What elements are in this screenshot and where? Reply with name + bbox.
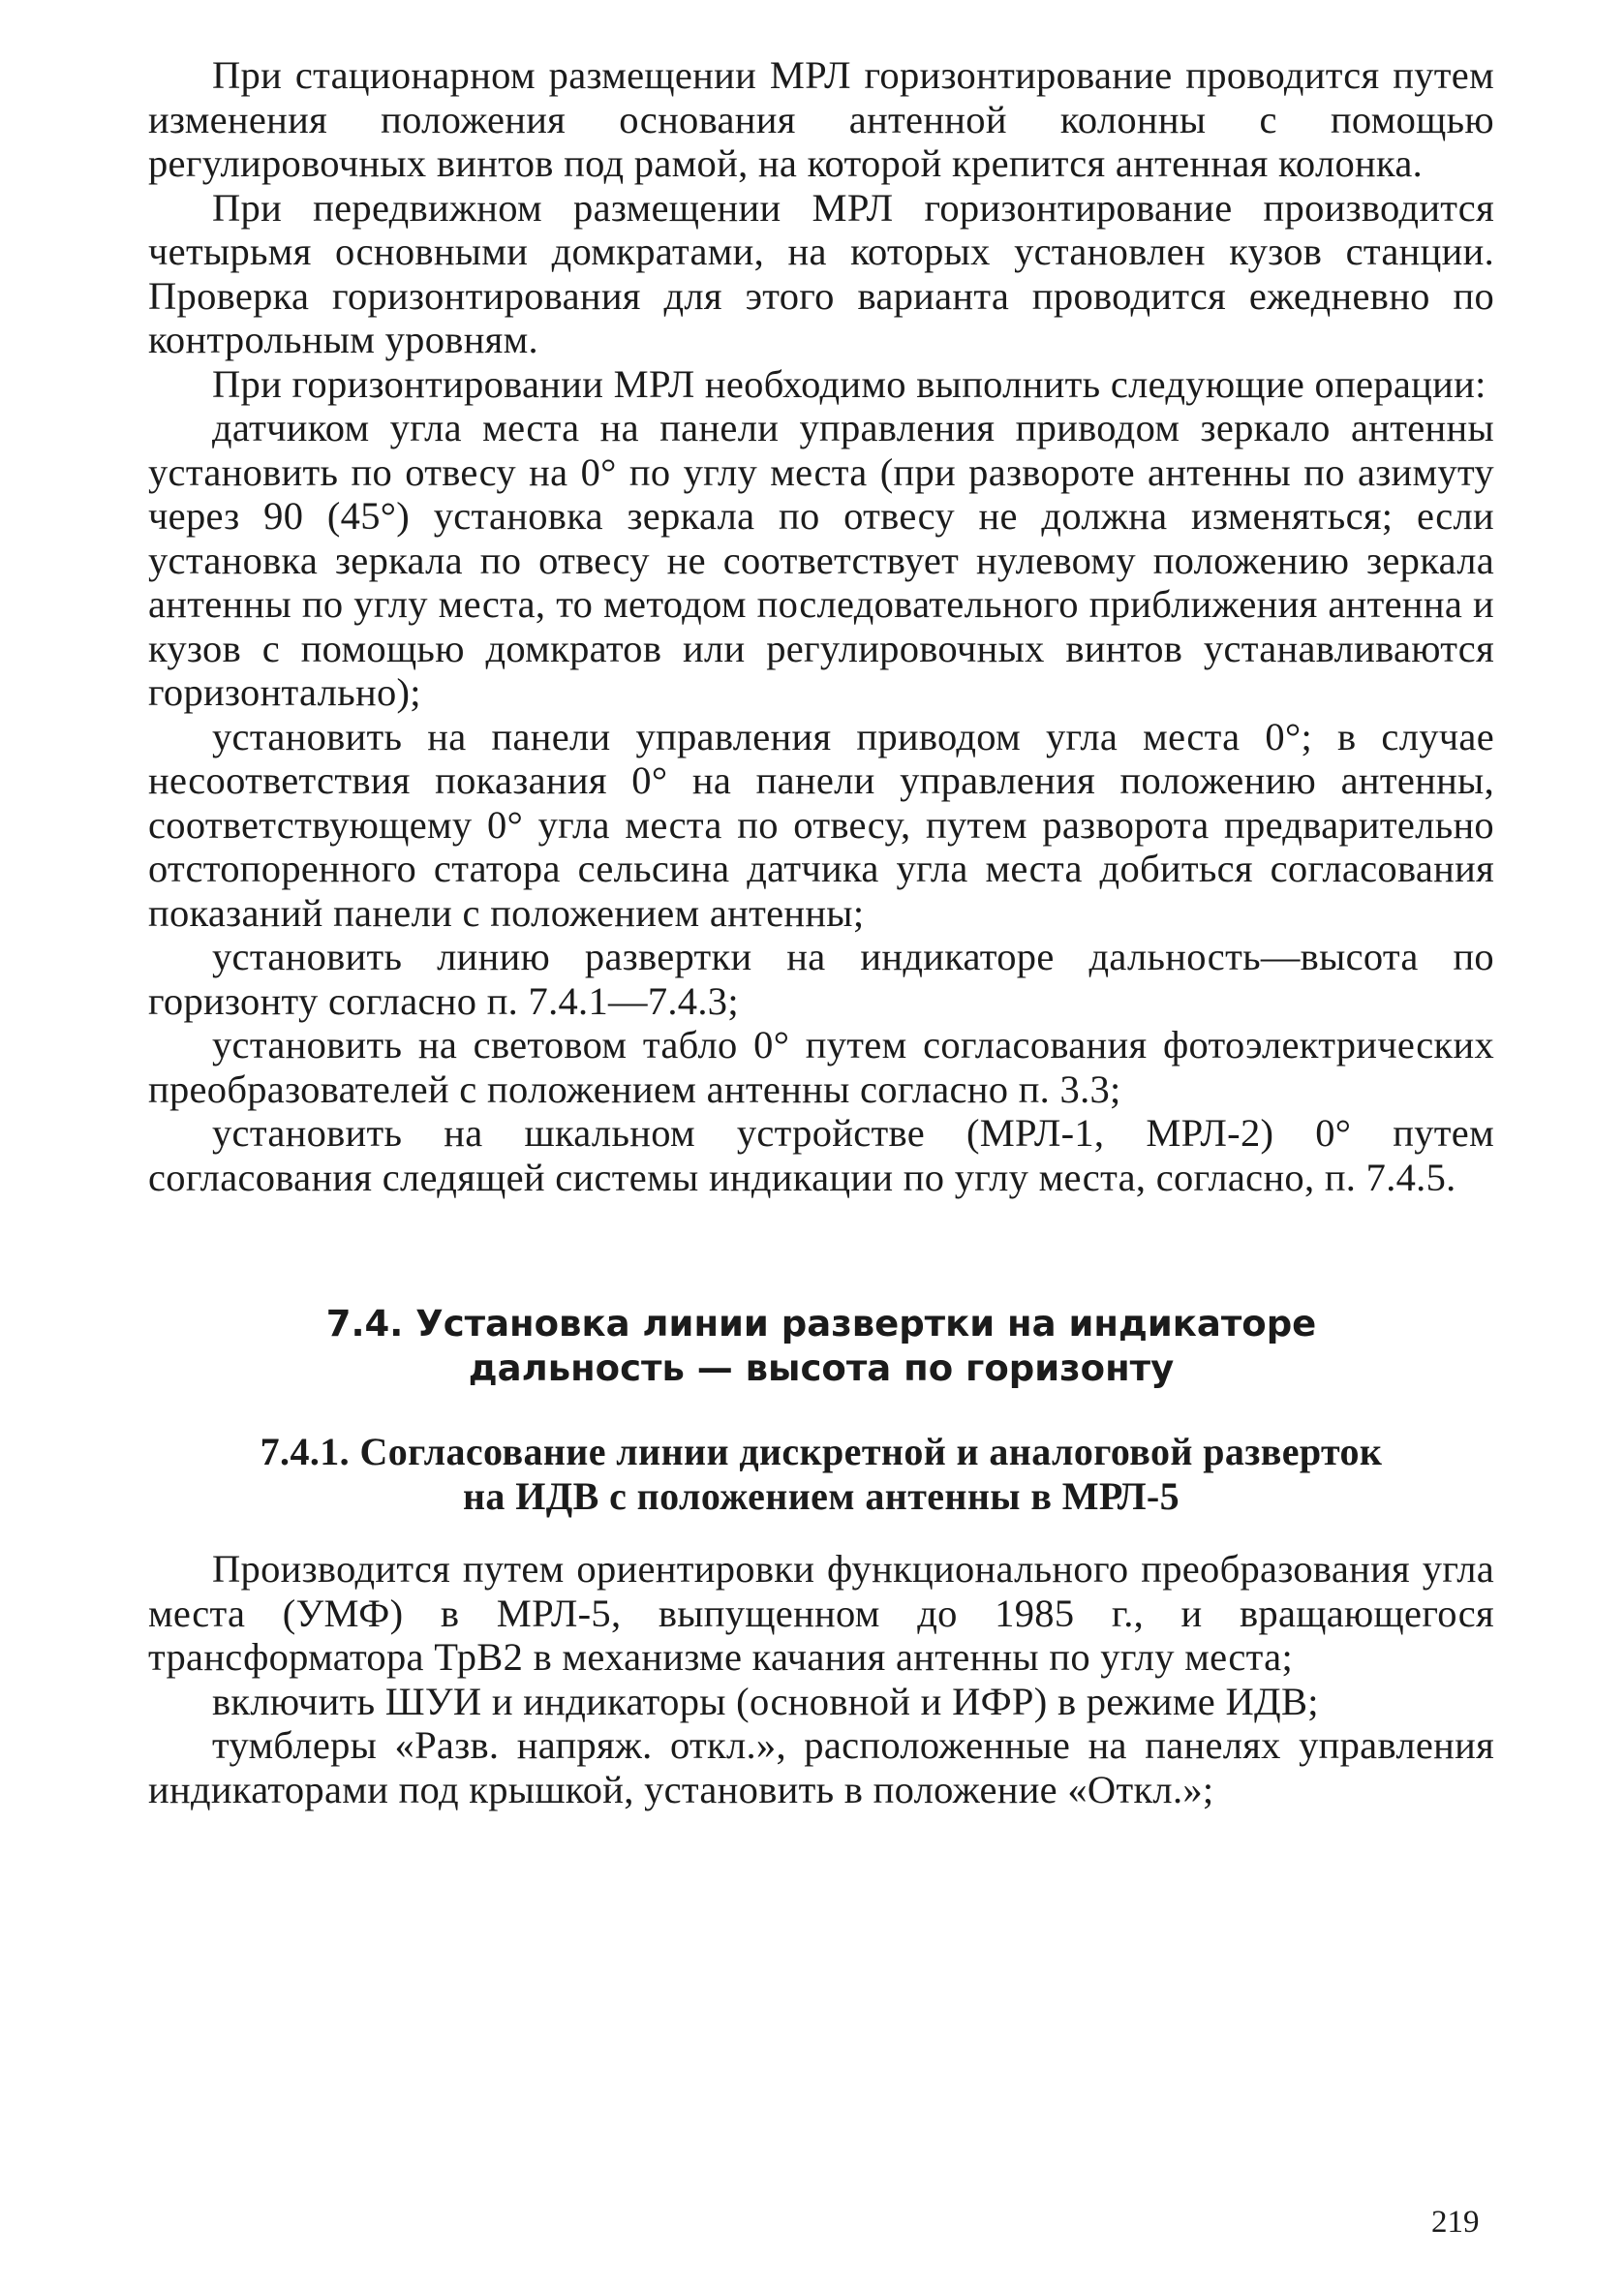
paragraph: Производится путем ориентировки функционального преобразования угла места (УМФ) в МРЛ-5, выпущенном до 1985 г., и вращающегося трансформатора ТрВ2 в механизме качания антенны по углу места; bbox=[148, 1547, 1494, 1679]
page-number: 219 bbox=[1431, 2205, 1480, 2240]
document-page bbox=[148, 53, 1494, 1811]
subsection-heading-line: на ИДВ с положением антенны в МРЛ-5 bbox=[462, 1474, 1180, 1518]
subsection-heading-line: 7.4.1. Согласование линии дискретной и аналоговой разверток bbox=[260, 1430, 1383, 1473]
subsection-heading bbox=[148, 1430, 1494, 1519]
section-heading-line: 7.4. Установка линии развертки на индикаторе bbox=[325, 1303, 1317, 1345]
list-item: включить ШУИ и индикаторы (основной и ИФР) в режиме ИДВ; bbox=[212, 1679, 1319, 1723]
list-item: установить на шкальном устройстве (МРЛ-1, МРЛ-2) 0° путем согласования следящей системы индикации по углу места, согласно, п. 7.4.5. bbox=[148, 1111, 1494, 1199]
list-item: тумблеры «Разв. напряж. откл.», расположенные на панелях управления индикаторами под крышкой, установить в положение «Откл.»; bbox=[148, 1723, 1494, 1811]
list-item: установить линию развертки на индикаторе дальность—высота по горизонту согласно п. 7.4.1—7.4.3; bbox=[148, 935, 1494, 1023]
paragraph: При горизонтировании МРЛ необходимо выполнить следующие операции: bbox=[212, 361, 1486, 406]
paragraph: При стационарном размещении МРЛ горизонтирование проводится путем изменения положения основания антенной колонны с помощью регулировочных винтов под рамой, на которой крепится антенная колонка. bbox=[148, 53, 1494, 185]
section-heading bbox=[148, 1302, 1494, 1391]
list-item: установить на световом табло 0° путем согласования фотоэлектрических преобразователей с положением антенны согласно п. 3.3; bbox=[148, 1023, 1494, 1111]
section-heading-line: дальность — высота по горизонту bbox=[468, 1347, 1175, 1389]
list-item: датчиком угла места на панели управления приводом зеркало антенны установить по отвесу на 0° по углу места (при развороте антенны по азимуту через 90 (45°) установка зеркала по отвесу не должна изменяться; если установка зеркала по отвесу не соответствует нулевому положению зеркала антенны по углу места, то методом последовательного приближения антенна и кузов с помощью домкратов или регулировочных винтов устанавливаются горизонтально); bbox=[148, 406, 1494, 714]
list-item: установить на панели управления приводом угла места 0°; в случае несоответствия показания 0° на панели управления положению антенны, соответствующему 0° угла места по отвесу, путем разворота предварительно отстопоренного статора сельсина датчика угла места добиться согласования показаний панели с положением антенны; bbox=[148, 714, 1494, 935]
paragraph: При передвижном размещении МРЛ горизонтирование производится четырьмя основными домкратами, на которых установлен кузов станции. Проверка горизонтирования для этого варианта проводится ежедневно по контрольным уровням. bbox=[148, 185, 1494, 361]
